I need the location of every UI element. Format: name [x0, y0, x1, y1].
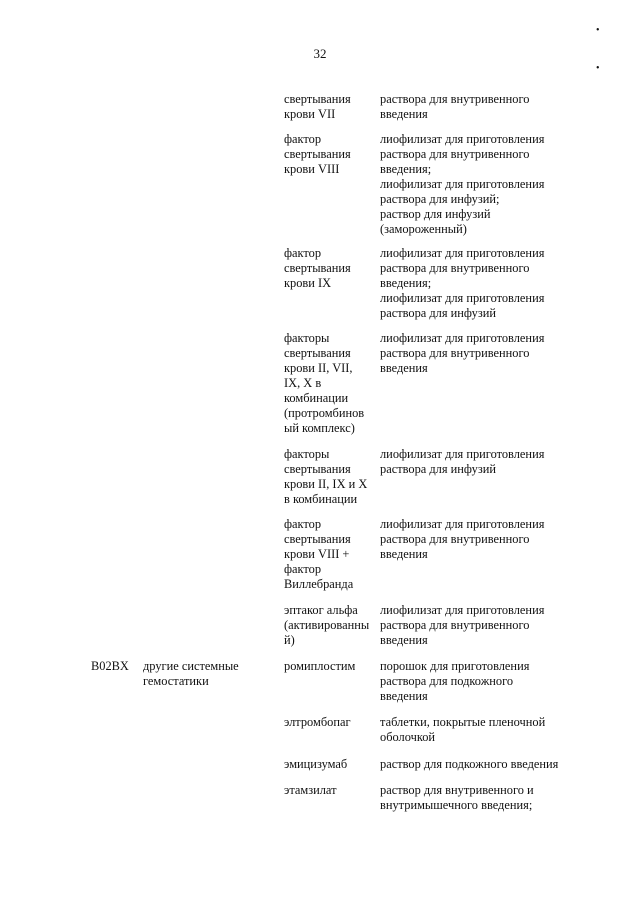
scan-mark: •	[596, 63, 600, 74]
drug-name-line: свертывания	[284, 532, 351, 546]
dosage-form-line: внутримышечного введения;	[380, 798, 533, 812]
dosage-form-line: лиофилизат для приготовления	[380, 447, 545, 461]
dosage-form	[380, 246, 590, 321]
dosage-form-line: введения	[380, 633, 428, 647]
atc-group-name-line: гемостатики	[143, 674, 209, 688]
dosage-form-line: введения	[380, 689, 428, 703]
drug-name-line: фактор	[284, 562, 322, 576]
drug-name-line: свертывания	[284, 147, 351, 161]
drug-name-line: в комбинации	[284, 492, 358, 506]
dosage-form-line: раствора для внутривенного	[380, 147, 530, 161]
dosage-form-line: введения	[380, 547, 428, 561]
dosage-form-line: раствор для инфузий	[380, 207, 491, 221]
atc-group-name-line: другие системные	[143, 659, 239, 673]
drug-name-line: фактор	[284, 246, 322, 260]
dosage-form	[380, 447, 590, 477]
drug-name	[284, 132, 378, 177]
drug-name-line: эмицизумаб	[284, 757, 348, 771]
dosage-form	[380, 659, 590, 704]
dosage-form-line: лиофилизат для приготовления	[380, 331, 545, 345]
drug-name	[284, 659, 378, 674]
dosage-form	[380, 92, 590, 122]
drug-name-line: элтромбопаг	[284, 715, 351, 729]
dosage-form-line: порошок для приготовления	[380, 659, 530, 673]
dosage-form-line: лиофилизат для приготовления	[380, 177, 545, 191]
dosage-form-line: лиофилизат для приготовления	[380, 291, 545, 305]
drug-name-line: ый комплекс)	[284, 421, 355, 435]
drug-name-line: IX, X в	[284, 376, 322, 390]
dosage-form	[380, 757, 590, 772]
dosage-form-line: введения;	[380, 276, 432, 290]
drug-name-line: крови IX	[284, 276, 332, 290]
drug-name-line: фактор	[284, 517, 322, 531]
dosage-form-line: оболочкой	[380, 730, 436, 744]
dosage-form-line: раствора для инфузий;	[380, 192, 500, 206]
dosage-form-line: раствора для внутривенного	[380, 618, 530, 632]
drug-name	[284, 331, 378, 436]
drug-name	[284, 783, 378, 798]
drug-name-line: крови VIII	[284, 162, 340, 176]
drug-name-line: свертывания	[284, 346, 351, 360]
drug-name-line: (активированны	[284, 618, 370, 632]
drug-name-line: этамзилат	[284, 783, 337, 797]
drug-name-line: эптаког альфа	[284, 603, 358, 617]
drug-name-line: свертывания	[284, 92, 351, 106]
drug-name-line: ромиплостим	[284, 659, 356, 673]
drug-name-line: свертывания	[284, 261, 351, 275]
drug-name-line: факторы	[284, 447, 330, 461]
drug-name-line: крови II, VII,	[284, 361, 353, 375]
dosage-form-line: введения;	[380, 162, 432, 176]
atc-code: B02BX	[91, 659, 129, 673]
drug-name-line: (протромбинов	[284, 406, 365, 420]
dosage-form-line: таблетки, покрытые пленочной	[380, 715, 546, 729]
dosage-form-line: раствора для подкожного	[380, 674, 514, 688]
drug-name-line: факторы	[284, 331, 330, 345]
dosage-form-line: лиофилизат для приготовления	[380, 132, 545, 146]
dosage-form	[380, 603, 590, 648]
page-number: 32	[313, 46, 327, 61]
drug-name-line: крови II, IX и X	[284, 477, 368, 491]
dosage-form-line: (замороженный)	[380, 222, 467, 236]
dosage-form	[380, 517, 590, 562]
atc-group-name	[143, 659, 268, 689]
drug-name-line: крови VII	[284, 107, 336, 121]
drug-name	[284, 517, 378, 592]
dosage-form-line: введения	[380, 107, 428, 121]
dosage-form-line: раствор для внутривенного и	[380, 783, 534, 797]
dosage-form-line: раствора для внутривенного	[380, 261, 530, 275]
dosage-form	[380, 783, 590, 813]
dosage-form	[380, 331, 590, 376]
dosage-form-line: лиофилизат для приготовления	[380, 246, 545, 260]
dosage-form	[380, 715, 590, 745]
dosage-form-line: раствора для внутривенного	[380, 346, 530, 360]
drug-name-line: комбинации	[284, 391, 349, 405]
drug-name	[284, 447, 378, 507]
dosage-form-line: раствора для инфузий	[380, 462, 496, 476]
drug-name	[284, 603, 378, 648]
dosage-form-line: раствора для внутривенного	[380, 92, 530, 106]
dosage-form	[380, 132, 590, 237]
drug-name-line: Виллебранда	[284, 577, 354, 591]
dosage-form-line: раствора для внутривенного	[380, 532, 530, 546]
drug-name	[284, 715, 378, 730]
drug-name	[284, 92, 378, 122]
drug-name-line: й)	[284, 633, 295, 647]
dosage-form-line: введения	[380, 361, 428, 375]
dosage-form-line: раствора для инфузий	[380, 306, 496, 320]
dosage-form-line: лиофилизат для приготовления	[380, 603, 545, 617]
drug-name-line: свертывания	[284, 462, 351, 476]
drug-name-line: крови VIII +	[284, 547, 350, 561]
dosage-form-line: раствор для подкожного введения	[380, 757, 559, 771]
drug-name	[284, 757, 378, 772]
drug-name-line: фактор	[284, 132, 322, 146]
scan-mark: •	[596, 25, 600, 36]
dosage-form-line: лиофилизат для приготовления	[380, 517, 545, 531]
drug-name	[284, 246, 378, 291]
